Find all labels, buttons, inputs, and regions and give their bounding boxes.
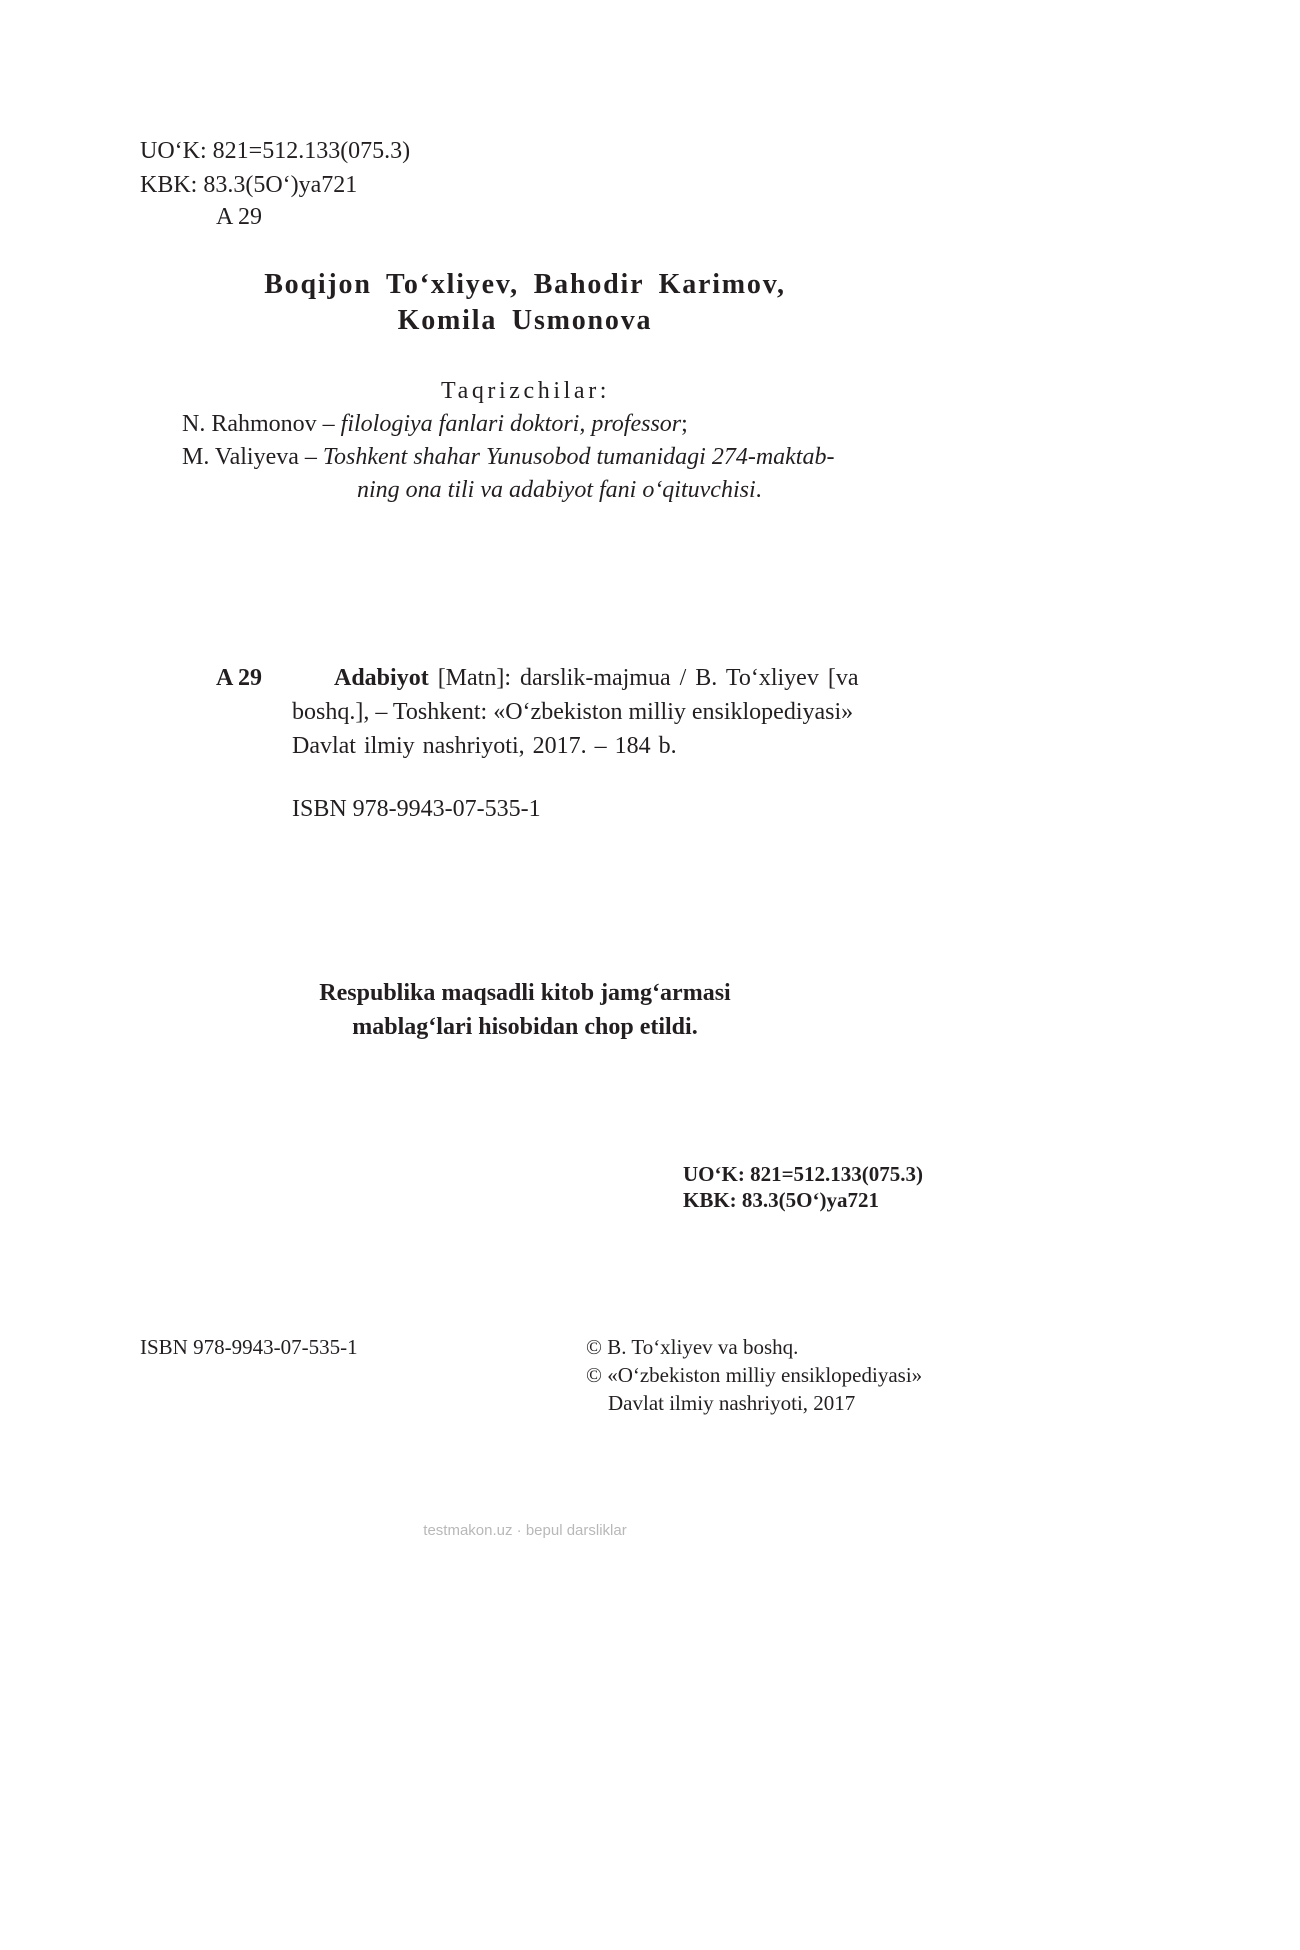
copyright-authors: © B. To‘xliyev va boshq.: [586, 1335, 799, 1359]
authors-line-1: Boqijon To‘xliyev, Bahodir Karimov,: [264, 269, 786, 300]
uok-code: UO‘K: 821=512.133(075.3): [140, 138, 411, 164]
reviewer-2: [182, 440, 834, 474]
authors-line-2: Komila Usmonova: [397, 305, 653, 336]
reviewers-heading: Taqrizchilar:: [441, 378, 611, 404]
catalog-title: Adabiyot: [334, 665, 429, 691]
reviewer-2-role-line-1: Toshkent shahar Yunusobod tumanidagi 274-maktab-: [322, 444, 835, 470]
copyright-publisher: © «O‘zbekiston milliy ensiklopediyasi»: [586, 1363, 923, 1387]
funding-line-1: Respublika maqsadli kitob jamg‘armasi: [319, 980, 731, 1006]
reviewer-1-name: N. Rahmonov –: [182, 411, 341, 437]
reviewer-2-role-line-2: ning ona tili va adabiyot fani o‘qituvchisi: [357, 477, 756, 503]
footer-isbn: ISBN 978-9943-07-535-1: [140, 1335, 358, 1359]
kbk-code-bold: KBK: 83.3(5O‘)ya721: [683, 1188, 879, 1212]
reviewer-1-end: ;: [681, 411, 688, 437]
uok-code-bold: UO‘K: 821=512.133(075.3): [683, 1162, 924, 1186]
author-cipher: A 29: [216, 204, 263, 230]
watermark-text: testmakon.uz · bepul darsliklar: [423, 1522, 627, 1539]
reviewer-1: [182, 407, 688, 441]
reviewer-2-name: M. Valiyeva –: [182, 444, 323, 470]
reviewer-2-cont: [357, 473, 762, 507]
reviewer-1-role: filologiya fanlari doktori, professor: [340, 411, 682, 437]
catalog-isbn: ISBN 978-9943-07-535-1: [292, 796, 541, 822]
catalog-line-1-rest: [Matn]: darslik-majmua / B. To‘xliyev [va: [428, 665, 859, 691]
kbk-code: KBK: 83.3(5O‘)ya721: [140, 172, 358, 198]
catalog-line-3: Davlat ilmiy nashriyoti, 2017. – 184 b.: [292, 733, 677, 759]
catalog-cipher: A 29: [216, 665, 263, 691]
reviewer-2-end: .: [755, 477, 762, 503]
catalog-line-1: [334, 661, 858, 695]
funding-line-2: mablag‘lari hisobidan chop etildi.: [352, 1014, 698, 1040]
copyright-publisher-line-2: Davlat ilmiy nashriyoti, 2017: [608, 1391, 856, 1415]
catalog-line-2: boshq.], – Toshkent: «O‘zbekiston milliy ensiklopediyasi»: [292, 699, 854, 725]
